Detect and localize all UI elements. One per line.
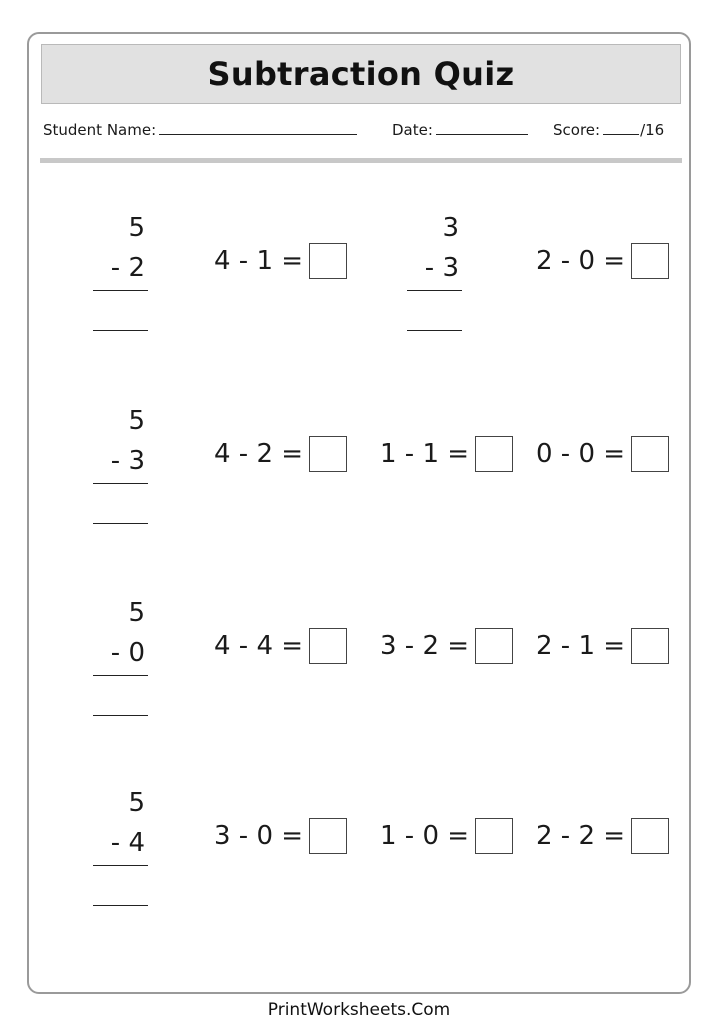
date-label: Date: [392, 121, 433, 139]
equation-text: 3 - 2 = [380, 631, 470, 661]
horizontal-problem [380, 818, 513, 854]
date-field[interactable] [392, 120, 528, 139]
equation-text: 1 - 0 = [380, 821, 470, 851]
horizontal-problem [214, 818, 347, 854]
footer-site-name: PrintWorksheets.Com [267, 1000, 451, 1020]
horizontal-problem [536, 628, 669, 664]
horizontal-problem [214, 436, 347, 472]
minuend: 3 [442, 213, 459, 243]
horizontal-problem [380, 436, 513, 472]
minuend: 5 [128, 598, 145, 628]
header-divider [40, 158, 682, 163]
equation-text: 4 - 2 = [214, 439, 304, 469]
sum-line [93, 290, 148, 291]
minuend: 5 [128, 213, 145, 243]
answer-box[interactable] [309, 628, 347, 664]
subtrahend: - 3 [110, 446, 145, 476]
answer-box[interactable] [475, 436, 513, 472]
student-name-label: Student Name: [43, 121, 157, 139]
student-name-field[interactable] [43, 120, 357, 139]
answer-box[interactable] [309, 243, 347, 279]
horizontal-problem [214, 243, 347, 279]
equation-text: 1 - 1 = [380, 439, 470, 469]
equation-text: 0 - 0 = [536, 439, 626, 469]
equation-text: 4 - 1 = [214, 246, 304, 276]
sum-line [407, 290, 462, 291]
answer-blank[interactable] [93, 523, 148, 524]
subtrahend: - 4 [110, 828, 145, 858]
minuend: 5 [128, 788, 145, 818]
date-blank[interactable] [436, 120, 528, 135]
sum-line [93, 675, 148, 676]
answer-box[interactable] [631, 818, 669, 854]
page-title: Subtraction Quiz [207, 55, 515, 93]
subtrahend: - 3 [424, 253, 459, 283]
equation-text: 4 - 4 = [214, 631, 304, 661]
answer-box[interactable] [631, 436, 669, 472]
score-blank[interactable] [603, 120, 639, 135]
answer-box[interactable] [309, 436, 347, 472]
horizontal-problem [536, 436, 669, 472]
subtrahend: - 0 [110, 638, 145, 668]
equation-text: 2 - 0 = [536, 246, 626, 276]
score-total: /16 [640, 121, 665, 139]
minuend: 5 [128, 406, 145, 436]
title-bar [41, 44, 681, 104]
equation-text: 2 - 2 = [536, 821, 626, 851]
student-name-blank[interactable] [159, 120, 357, 135]
answer-box[interactable] [631, 628, 669, 664]
answer-box[interactable] [475, 818, 513, 854]
answer-box[interactable] [309, 818, 347, 854]
answer-box[interactable] [475, 628, 513, 664]
answer-blank[interactable] [93, 715, 148, 716]
sum-line [93, 865, 148, 866]
horizontal-problem [214, 628, 347, 664]
answer-box[interactable] [631, 243, 669, 279]
answer-blank[interactable] [93, 330, 148, 331]
score-label: Score: [553, 121, 601, 139]
sum-line [93, 483, 148, 484]
horizontal-problem [380, 628, 513, 664]
equation-text: 3 - 0 = [214, 821, 304, 851]
answer-blank[interactable] [93, 905, 148, 906]
score-field[interactable] [553, 120, 664, 139]
subtrahend: - 2 [110, 253, 145, 283]
horizontal-problem [536, 243, 669, 279]
answer-blank[interactable] [407, 330, 462, 331]
equation-text: 2 - 1 = [536, 631, 626, 661]
horizontal-problem [536, 818, 669, 854]
